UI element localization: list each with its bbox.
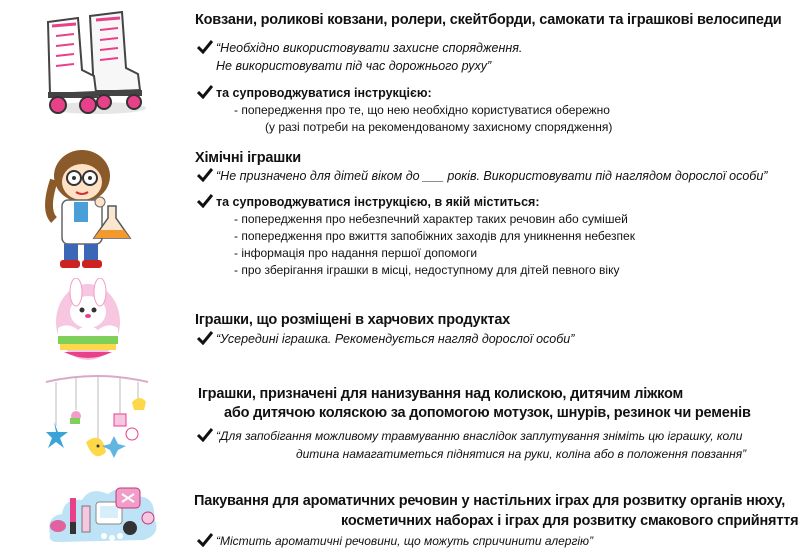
- section-5-warning-line-1: “Містить ароматичні речовини, що можуть спричинити алергію”: [216, 534, 594, 548]
- check-icon: [197, 168, 213, 182]
- section-4-title-line-1: Іграшки, призначені для нанизування над колискою, дитячим ліжком: [198, 386, 684, 402]
- section-1-warning-line-1: “Необхідно використовувати захисне спорядження.: [216, 41, 523, 55]
- section-3-warning-line-1: “Усередині іграшка. Рекомендується нагляд дорослої особи”: [216, 332, 575, 346]
- section-2-instruction-item: - інформація про надання першої допомоги: [234, 246, 478, 260]
- check-icon: [197, 40, 213, 54]
- section-1-instruction-item: - попередження про те, що нею необхідно користуватися обережно: [234, 103, 610, 117]
- section-1-title: Ковзани, роликові ковзани, ролери, скейтборди, самокати та іграшкові велосипеди: [195, 12, 782, 28]
- bunny-egg-illustration: [48, 278, 128, 362]
- section-5-title-line-1: Пакування для ароматичних речовин у настільних іграх для розвитку органів нюху,: [194, 493, 786, 509]
- chemist-child-illustration: [38, 140, 138, 272]
- section-1-warning-line-2: Не використовувати під час дорожнього руху”: [216, 59, 492, 73]
- section-1-instruction-label: та супроводжуватися інструкцією:: [216, 86, 432, 100]
- check-icon: [197, 85, 213, 99]
- section-2-warning-line-1: “Не призначено для дітей віком до ___ років. Використовувати під наглядом дорослої особи”: [216, 169, 768, 183]
- section-2-instruction-label: та супроводжуватися інструкцією, в якій міститься:: [216, 195, 540, 209]
- section-5-title-line-2: косметичних наборах і іграх для розвитку смакового сприйняття: [341, 513, 799, 529]
- check-icon: [197, 533, 213, 547]
- check-icon: [197, 194, 213, 208]
- section-2-instruction-item: - попередження про небезпечний характер таких речовин або сумішей: [234, 212, 628, 226]
- check-icon: [197, 331, 213, 345]
- section-4-title-line-2: або дитячою коляскою за допомогою мотузок, шнурів, резинок чи ременів: [224, 405, 751, 421]
- section-3-title: Іграшки, що розміщені в харчових продуктах: [195, 312, 511, 328]
- section-2-instruction-item: - попередження про вжиття запобіжних заходів для уникнення небезпек: [234, 229, 635, 243]
- check-icon: [197, 428, 213, 442]
- roller-skates-illustration: [38, 8, 148, 118]
- section-1-instruction-item: (у разі потреби на рекомендованому захисному спорядження): [265, 120, 613, 134]
- crib-mobile-illustration: [42, 372, 152, 468]
- section-2-title: Хімічні іграшки: [195, 150, 301, 166]
- section-4-warning-line-1: “Для запобігання можливому травмуванню внаслідок заплутування зніміть цю іграшку, коли: [216, 429, 743, 443]
- section-2-instruction-item: - про зберігання іграшки в місці, недоступному для дітей певного віку: [234, 263, 620, 277]
- section-4-warning-line-2: дитина намагатиметься піднятися на руки, коліна або в положення повзання”: [296, 447, 747, 461]
- cosmetic-set-illustration: [44, 478, 162, 552]
